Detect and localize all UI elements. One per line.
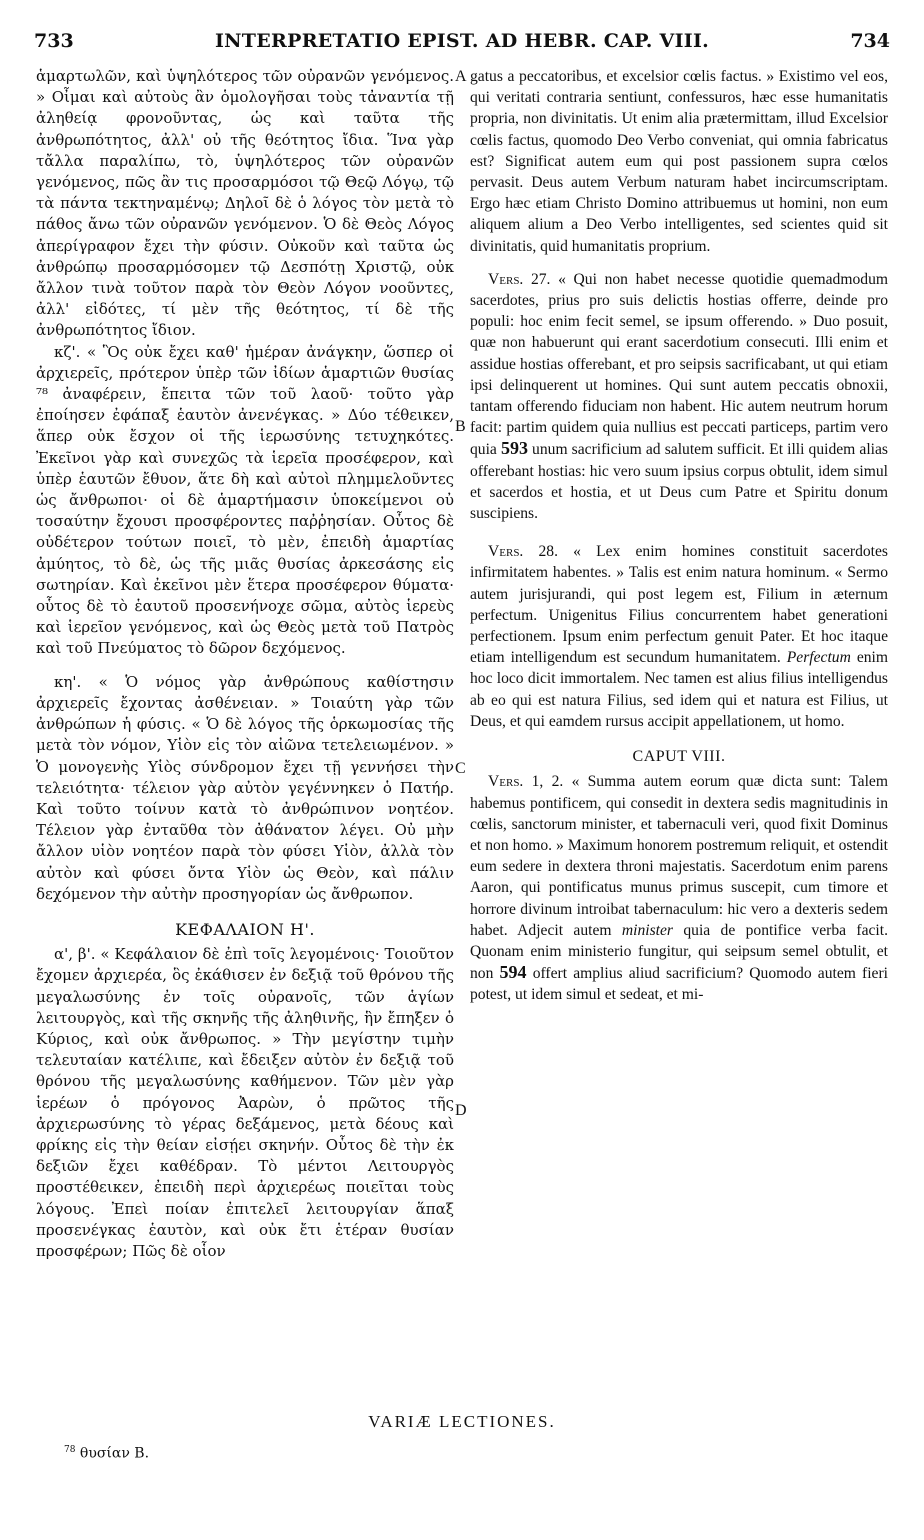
italic-term: minister [621,921,673,939]
greek-paragraph: κη'. « Ὁ νόμος γὰρ ἀνθρώπους καθίστησιν ἀρχιερεῖς ἔχοντας ἀσθένειαν. » Τοιαύτη γὰρ τῶν ἀνθρώπων ἡ φύσις. « Ὁ δὲ λόγος τῆς ὁρκωμοσίας τῆς μετὰ τὸν νόμον, Υἱὸν εἰς τὸν αἰῶνα τετελειωμένον. » Ὁ μονογενὴς Υἱὸς σύνδρομον ἔχει τῇ γεννήσει τὴν τελειότητα· τέλειον γὰρ αὐτὸν γεγέννηκεν ὁ Πατήρ. Καὶ τοῦτο τοίνυν κατὰ τὸ ἀνθρώπινον νοητέον. Τέλειον γὰρ ἐνταῦθα τὸν ἀθάνατον λέγει. Οὐ μὴν ἄλλον υἱὸν νοητέον παρὰ τὸν φύσει Υἱὸν, ἀλλὰ τὸν αὐτὸν καὶ φύσει ὄντα Υἱὸν ὡς Θεὸν, καὶ πάλιν δεχόμενον τὴν αὐτὴν προσηγορίαν ὡς ἄνθρωπον. [36,672,454,903]
verse-text: « Lex enim homines constituit sacerdotes infirmitatem habentes. » Talis est enim natura hominum. « Sermo autem jurisjurandi, qui post legem est, Filium in æternum perfectum. Unigenitus Filius concurrentem habet generationi perfectionem. Ipsum enim perfectum genuit Pater. Et hoc itaque etiam intelligendum est secundum humanitatem. [470,543,888,667]
latin-paragraph [470,541,888,732]
footnote-text: θυσίαν B. [79,1445,150,1462]
greek-paragraph: ἁμαρτωλῶν, καὶ ὑψηλότερος τῶν οὐρανῶν γενόμενος. » Οἶμαι καὶ αὐτοὺς ἂν ὁμολογῆσαι τοὺς τἀναντία τῇ ἀληθείᾳ φρονοῦντας, ὡς καὶ ταῦτα τῆς ἀνθρωπότητος, ἀλλ' οὐ τῆς θεότητος ἴδια. Ἵνα γὰρ τἄλλα παραλίπω, τὸ, ὑψηλότερος τῶν οὐρανῶν γενόμενος, πῶς ἂν τις προσαρμόσοι τῷ Θεῷ Λόγῳ, τῷ τὰ πάντα τεκτηναμένῳ; Δηλοῖ δὲ ὁ λόγος τὸν μετὰ τὸ πάθος ἄνω τῶν οὐρανῶν γενόμενον. Ὁ δὲ Θεὸς Λόγος ἀπερίγραφον ἔχει τὴν φύσιν. Οὐκοῦν καὶ ταῦτα ὡς ἀνθρώπῳ προσαρμόσομεν τῷ Δεσπότῃ Χριστῷ, οὐκ ἄλλον τινὰ τοῦτον παρὰ τὸν Θεὸν Λόγον νοοῦντες, ἀλλ' εἰδότες, τί μὲν τῆς θεότητος, τί δὲ τῆς ἀνθρωπότητος ἴδιον. [36,67,454,340]
latin-chapter-heading: CAPUT VIII. [632,748,726,766]
margin-letter-a: A [455,68,467,85]
latin-paragraph: gatus a peccatoribus, et excelsior cœlis factus. » Existimo vel eos, qui veritati contraria sentiunt, confessuros, hæc esse humanitatis propria, non divinitatis. Ut enim alia prætermittam, illud Excelsior cœlis factus, quomodo Deo Verbo conveniat, qui omnia fabricatus est? Significat autem eum qui post passionem supra cœlos pervasit. Deus autem Verbum naturam habet incircumscriptam. Ergo hæc etiam Christo Domino attribuemus ut homini, non eum aliquem alium a Deo Verbo intelligentes, sed scientes quid sit divinitatis, quid humanitatis proprium. [470,68,888,255]
verse-text: enim hoc loco dicit immortalem. Nec tamen est alius filius intelligendus ab eo qui est natura Filius, sed idem qui et natura est Filius, ut Deus, et qui eamdem rursus accipit appellationem, ut homo. [470,649,888,730]
footnote-number: 78 [64,1445,76,1455]
greek-paragraph: κζ'. « Ὃς οὐκ ἔχει καθ' ἡμέραν ἀνάγκην, ὥσπερ οἱ ἀρχιερεῖς, πρότερον ὑπὲρ τῶν ἰδίων ἁμαρτιῶν θυσίας ⁷⁸ ἀναφέρειν, ἔπειτα τῶν τοῦ λαοῦ· τοῦτο γὰρ ἐποίησεν ἐφάπαξ ἑαυτὸν ἀνενέγκας. » Δύο τέθεικεν, ἅπερ οὐκ ἔσχον οἱ τῆς ἱερωσύνης τετυχηκότες. Ἐκεῖνοι γὰρ καὶ συνεχῶς τὰ ἱερεῖα προσέφερον, καὶ ὑπὲρ ἑαυτῶν ἔθυον, ἅτε δὴ καὶ αὐτοὶ πλημμελοῦντες ὡς ἄνθρωποι· οἱ δὲ ἁμαρτήμασιν ὑποκείμενοι οὐ τοσαύτην ἔχουσι προσφέροντες παῤῥησίαν. Οὗτος δὲ οὐδέτερον τούτων ποιεῖ, τὸ μὲν, ἐπειδὴ ἁμαρτίας ἀμύητος, τὸ δὲ, ὡς τῆς μιᾶς θυσίας ἀρκεσάσης εἰς σωτηρίαν. Καὶ ἐκεῖνοι μὲν ἕτερα προσέφερον θύματα· οὗτος δὲ τὸ ἑαυτοῦ προσενήνοχε σῶμα, αὐτὸς ἱερεὺς καὶ ἱερεῖον γενόμενος, καὶ ὡς Θεὸς μετὰ τοῦ Πατρὸς καὶ τοῦ Πνεύματος τὸ δῶρον δεχόμενος. [36,342,454,658]
italic-term: Perfectum [786,649,851,667]
page-number-right: 734 [850,30,890,52]
running-head [34,30,890,60]
margin-column-number: 594 [499,962,527,983]
latin-column [470,66,888,1006]
verse-text: « Qui non habet necesse quotidie quemadmodum sacerdotes, prius pro suis delictis hostias offerre, deinde pro populi: hoc enim fecit semel, se ipsum offerendo. » Duo posuit, quæ non habuerunt qui erant sacerdotium consecuti. Illi enim et assidue hostias offerebant, et pro seipsis sacrificabant, ut qui etiam ipsi delinquerent ut homines. Qui sunt autem peccatis obnoxii, tantam offerendo fiduciam non habent. Hic autem neutrum horum facit: partim quidem quia nullius est peccati particeps, partim vero quia [470,270,888,459]
spacer [470,524,888,541]
page-number-left: 733 [34,30,74,52]
page-title: INTERPRETATIO EPIST. AD HEBR. CAP. VIII. [214,30,710,52]
greek-paragraph: α', β'. « Κεφάλαιον δὲ ἐπὶ τοῖς λεγομένοις· Τοιοῦτον ἔχομεν ἀρχιερέα, ὃς ἐκάθισεν ἐν δεξιᾷ τοῦ θρόνου τῆς μεγαλωσύνης ἐν τοῖς οὐρανοῖς, τῶν ἁγίων λειτουργὸς, καὶ τῆς σκηνῆς τῆς ἀληθινῆς, ἣν ἔπηξεν ὁ Κύριος, καὶ οὐκ ἄνθρωπος. » Τὴν μεγίστην τιμὴν τελευταίαν κατέλιπε, καὶ ἔδειξεν αὐτὸν ἐν δεξιᾷ τοῦ θρόνου τῆς μεγαλωσύνης καθήμενον. Τῶν μὲν γὰρ ἱερέων ὁ πρόγονος Ἀαρὼν, ὁ πρῶτος τῆς ἀρχιερωσύνης τὸ γέρας δεξάμενος, μετὰ δέους καὶ φρίκης εἰς τὴν θείαν εἰσῄει σκηνήν. Οὗτος δὲ τὴν ἐκ δεξιῶν ἔχει καθέδραν. Τὸ μέντοι Λειτουργὸς προστέθεικεν, ἐπειδὴ περὶ ἀρχιερέως ποιεῖται τοὺς λόγους. Ἐπεὶ ποίαν ἐπιτελεῖ λειτουργίαν ἅπαξ προσενέγκας ἑαυτὸν, καὶ οὐκ ἔτι ἑτέραν θυσίαν προσφέρων; Πῶς δὲ οἷον [36,945,454,1260]
footnote [64,1445,149,1462]
verse-label: Vers. 1, 2. [488,773,564,791]
verse-label: Vers. 27. [488,270,551,288]
spacer [36,660,454,672]
verse-text: unum sacrificium ad salutem sufficit. Et illi quidem alias offerebant hostias: hic vero suum ipsius corpus obtulit, idem simul et sacerdos et hostia, et ut Deus cum Patre et Spiritu donum suscipiens. [470,441,888,523]
latin-paragraph [470,771,888,1005]
greek-chapter-heading: ΚΕΦΑΛΑΙΟΝ Η'. [175,919,315,939]
margin-column-number: 593 [500,438,528,459]
verse-text: quia de pontifice verba facit. Quonam enim ministerio fungitur, qui seipsum semel obtulit, et non [470,921,888,983]
verse-text: « Summa autem eorum quæ dicta sunt: Talem habemus pontificem, qui consedit in dextera sedis magnitudinis in cœlis, sanctorum minister, et tabernaculi veri, quod fixit Dominus et non homo. » Maximum honorem postremum reliquit, et ostendit eum sedere in dextera throni majestatis. Sacerdotum enim parens Aaron, qui pontificatus munus primus suscepit, cum timore et horrore divinum introibat tabernaculum: hic vero a dexteris sedem habet. Adjecit autem [470,773,888,939]
margin-letter-b: B [455,418,466,435]
verse-text: offert amplius aliud sacrificium? Quomodo autem fieri potest, ut idem simul et sedeat, et mi- [470,965,888,1004]
spacer [470,257,888,269]
latin-paragraph [470,269,888,524]
greek-column [36,66,454,1262]
verse-label: Vers. 28. [488,543,558,561]
margin-letter-d: D [455,1102,467,1119]
variae-lectiones-heading: VARIÆ LECTIONES. [368,1412,556,1431]
margin-letter-c: C [455,760,466,777]
